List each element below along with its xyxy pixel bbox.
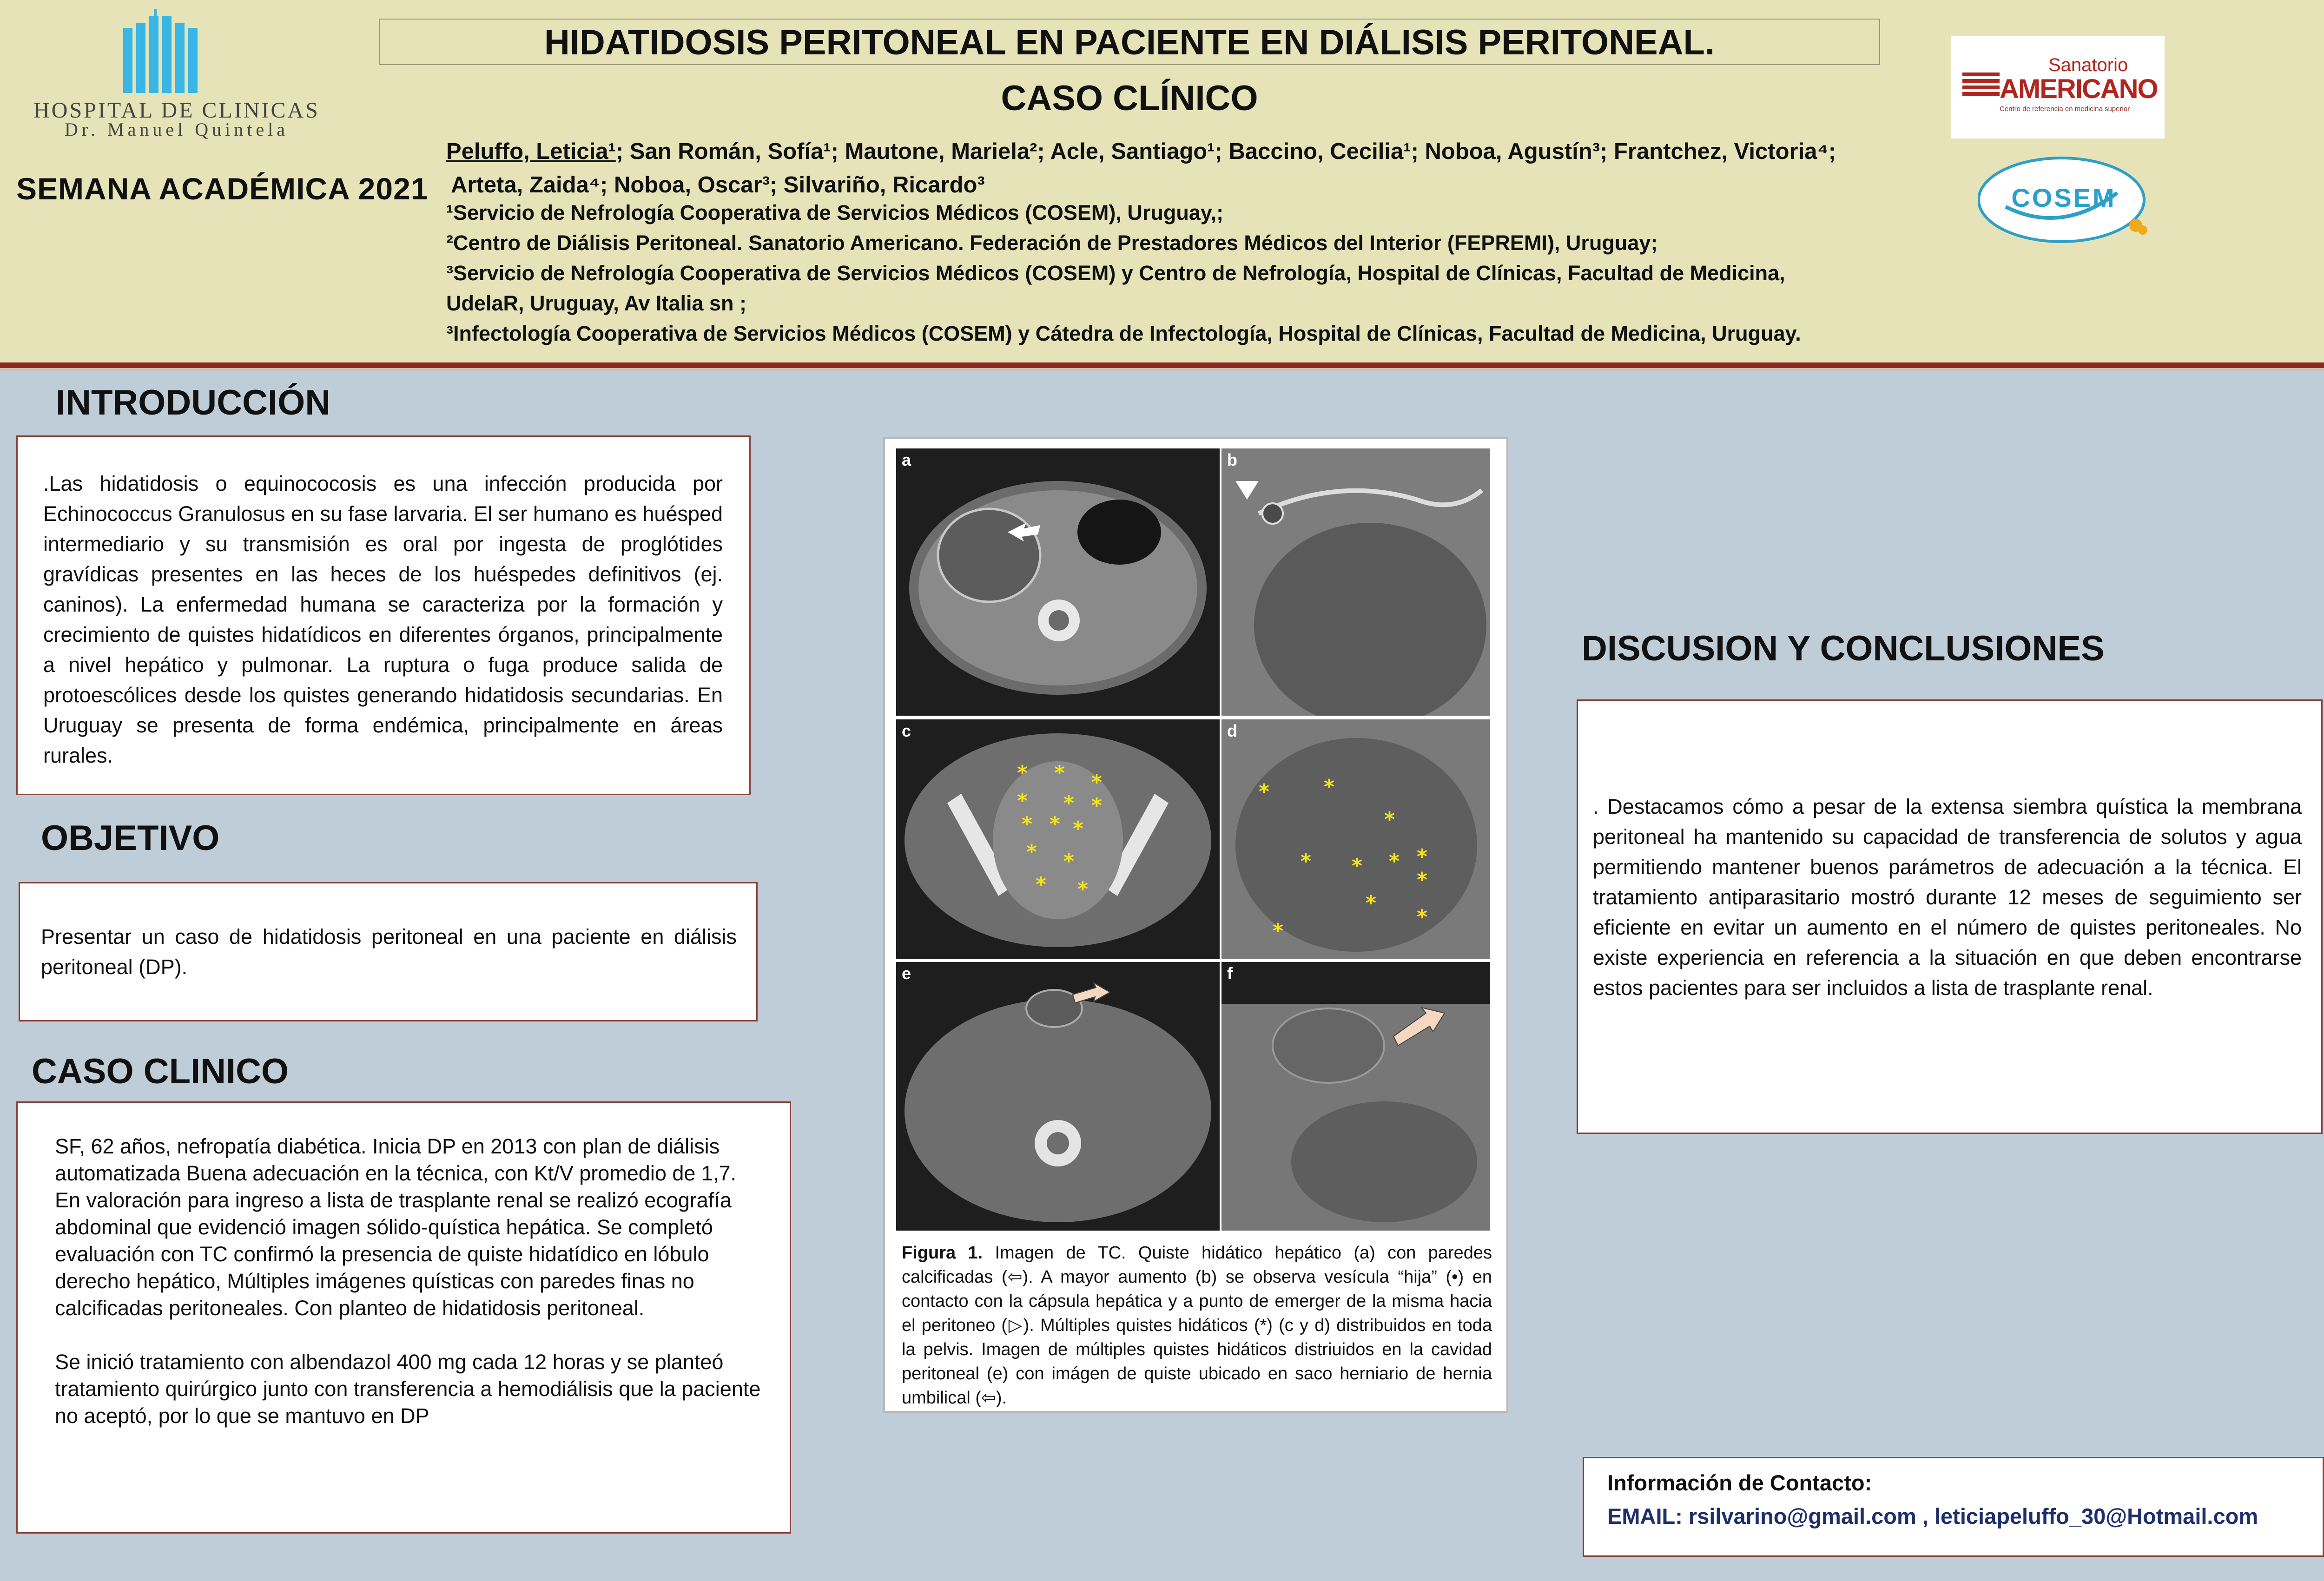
svg-text:*: * [1017,761,1028,785]
contact-email[interactable]: EMAIL: rsilvarino@gmail.com , leticiapeluffo_30@Hotmail.com [1607,1504,2258,1528]
sanatorio-small-label: Sanatorio [2048,55,2128,75]
intro-box [16,435,751,795]
ct-panel-f [1221,962,1490,1231]
panel-label-b: b [1227,450,1237,469]
caso-paragraph-1: SF, 62 años, nefropatía diabética. Inicia DP en 2013 con plan de diálisis automatizada Buena adecuación en la técnica, con Kt/V promedio de 1,7. [55,1134,736,1185]
authors-line1-rest: ; San Román, Sofía¹; Mautone, Mariela²; Acle, Santiago¹; Baccino, Cecilia¹; Noboa, Agustín³; Frantchez, Victoria⁴; [615,139,1836,164]
svg-text:*: * [1036,873,1047,896]
caso-text [55,1133,771,1429]
svg-text:*: * [1366,891,1377,915]
panel-label-d: d [1227,721,1237,740]
contact-label: Información de Contacto: [1607,1470,1872,1495]
svg-text:*: * [1063,850,1075,873]
objetivo-text: Presentar un caso de hidatidosis peritoneal en una paciente en diálisis peritoneal (DP). [41,925,737,979]
cosem-label: COSEM [2011,183,2116,212]
panel-label-c: c [902,721,911,740]
ct-image-e [896,962,1220,1231]
svg-text:*: * [1417,868,1428,892]
objetivo-heading: OBJETIVO [41,818,220,858]
panel-label-e: e [902,964,911,983]
svg-text:*: * [1384,808,1395,831]
affiliation-3-cont: UdelaR, Uruguay, Av Italia sn ; [446,291,746,315]
objetivo-box [19,882,758,1021]
sanatorio-tagline: Centro de referencia en medicina superior [2000,105,2130,113]
affiliation-1: ¹Servicio de Nefrología Cooperativa de Servicios Médicos (COSEM), Uruguay,; [446,201,1224,224]
discusion-heading: DISCUSION Y CONCLUSIONES [1582,629,2105,668]
svg-text:*: * [1054,761,1065,785]
hospital-de-clinicas-logo-icon [123,9,198,93]
caption-label: Figura 1. [902,1243,983,1263]
svg-text:*: * [1352,854,1363,878]
affiliation-2: ²Centro de Diálisis Peritoneal. Sanatorio Americano. Federación de Prestadores Médicos del Interior (FEPREMI), Uruguay; [446,231,1658,255]
figure-caption [902,1241,1492,1410]
svg-text:*: * [1259,780,1270,804]
ct-panel-c [896,719,1220,959]
svg-text:*: * [1077,877,1089,901]
discusion-box [1577,699,2323,1134]
caso-box [16,1101,791,1534]
caption-text: Imagen de TC. Quiste hidático hepático (a) con paredes calcificadas (⇦). A mayor aumento (b) se observa vesícula “hija” (•) en contacto con la cápsula hepática y a punto de emerger de la misma hacia el peritoneo (▷). Múltiples quistes hidáticos (*) (c y d) distribuidos en toda la pelvis. Imagen de múltiples quistes hidáticos distriuidos en la cavidad peritoneal (e) con imágen de quiste ubicado en saco herniario de hernia umbilical (⇦). [902,1243,1492,1408]
svg-text:*: * [1301,850,1312,873]
svg-text:*: * [1389,850,1400,873]
svg-text:*: * [1417,845,1428,869]
panel-label-a: a [902,450,911,469]
authors-line2: Arteta, Zaida⁴; Noboa, Oscar³; Silvariño, Ricardo³ [451,172,985,198]
affiliation-4: ³Infectología Cooperativa de Servicios Médicos (COSEM) y Cátedra de Infectología, Hospital de Clínicas, Facultad de Medicina, Uruguay. [446,322,1801,345]
ct-panel-b [1221,448,1490,716]
contact-box [1583,1457,2324,1557]
intro-heading: INTRODUCCIÓN [56,383,331,422]
intro-text: .Las hidatidosis o equinococosis es una infección producida por Echinococcus Granulosus en su fase larvaria. El ser humano es huésped intermediario y su transmisión es oral por ingesta de proglótides gravídicas presentes en las heces de los huéspedes definitivos (ej. caninos). La enfermedad humana se caracteriza por la formación y crecimiento de quistes hidatídicos en diferentes órganos, principalmente a nivel hepático y pulmonar. La ruptura o fuga produce salida de protoescólices desde los quistes generando hidatidosis secundarias. En Uruguay se presenta de forma endémica, principalmente en áreas rurales. [43,472,723,767]
ct-image-c [896,719,1220,959]
authors-line1 [446,135,1934,168]
header-divider [0,362,2324,368]
cosem-logo [1978,156,2150,244]
hospital-name-line1: HOSPITAL DE CLINICAS [33,98,320,123]
ct-image-d [1221,719,1490,959]
ct-image-a [896,448,1220,716]
ct-panel-d [1221,719,1490,959]
sanatorio-building-icon [1962,63,2000,100]
ct-image-f [1221,962,1490,1231]
affiliation-3: ³Servicio de Nefrología Cooperativa de Servicios Médicos (COSEM) y Centro de Nefrología, Hospital de Clínicas, Facultad de Medicina, [446,261,1785,285]
sanatorio-big-label: AMERICANO [2000,74,2158,104]
event-label: SEMANA ACADÉMICA 2021 [16,171,429,206]
discusion-text: . Destacamos cómo a pesar de la extensa siembra quística la membrana peritoneal ha mantenido su capacidad de transferencia de solutos y agua permitiendo mantener buenos parámetros de adecuación a la técnica. El tratamiento antiparasitario mostró durante 12 meses de seguimiento ser eficiente en evitar un aumento en el número de quistes peritoneales. No existe experiencia en referencia a la situación en que deben encontrarse estos pacientes para ser incluidos a lista de trasplante renal. [1593,795,2302,1000]
svg-text:*: * [1022,812,1033,836]
caso-paragraph-2: En valoración para ingreso a lista de trasplante renal se realizó ecografía abdominal que evidenció imagen sólido-quística hepática. Se completó evaluación con TC confirmó la presencia de quiste hidatídico en lóbulo derecho hepático, Múltiples imágenes quísticas con paredes finas no calcificadas peritoneales. Con planteo de hidatidosis peritoneal. [55,1188,732,1320]
svg-text:*: * [1017,789,1028,813]
svg-text:*: * [1273,919,1284,943]
caso-paragraph-3: Se inició tratamiento con albendazol 400 mg cada 12 horas y se planteó tratamiento quirúrgico junto con transferencia a hemodiálisis que la paciente no aceptó, por lo que se mantuvo en DP [55,1350,761,1428]
sanatorio-americano-logo [1951,36,2165,138]
ct-panel-e [896,962,1220,1231]
caso-spacer [55,1322,771,1349]
svg-text:*: * [1091,794,1103,817]
authors-block [446,135,1934,202]
svg-text:*: * [1026,840,1037,864]
svg-text:*: * [1324,775,1335,799]
ct-image-b [1221,448,1490,716]
header-divider-shadow [0,368,2324,371]
svg-text:*: * [1091,771,1103,794]
poster-subtitle: CASO CLÍNICO [1001,79,1258,118]
ct-panel-a [896,448,1220,716]
svg-text:*: * [1063,791,1075,815]
caso-heading: CASO CLINICO [32,1052,289,1091]
panel-label-f: f [1227,964,1233,983]
svg-text:*: * [1050,812,1061,836]
svg-text:*: * [1073,817,1084,841]
poster-title: HIDATIDOSIS PERITONEAL EN PACIENTE EN DIÁLISIS PERITONEAL. [544,23,1715,62]
lead-author: Peluffo, Leticia¹ [446,139,616,164]
hospital-name-line2: Dr. Manuel Quintela [65,119,289,140]
svg-text:*: * [1417,905,1428,929]
